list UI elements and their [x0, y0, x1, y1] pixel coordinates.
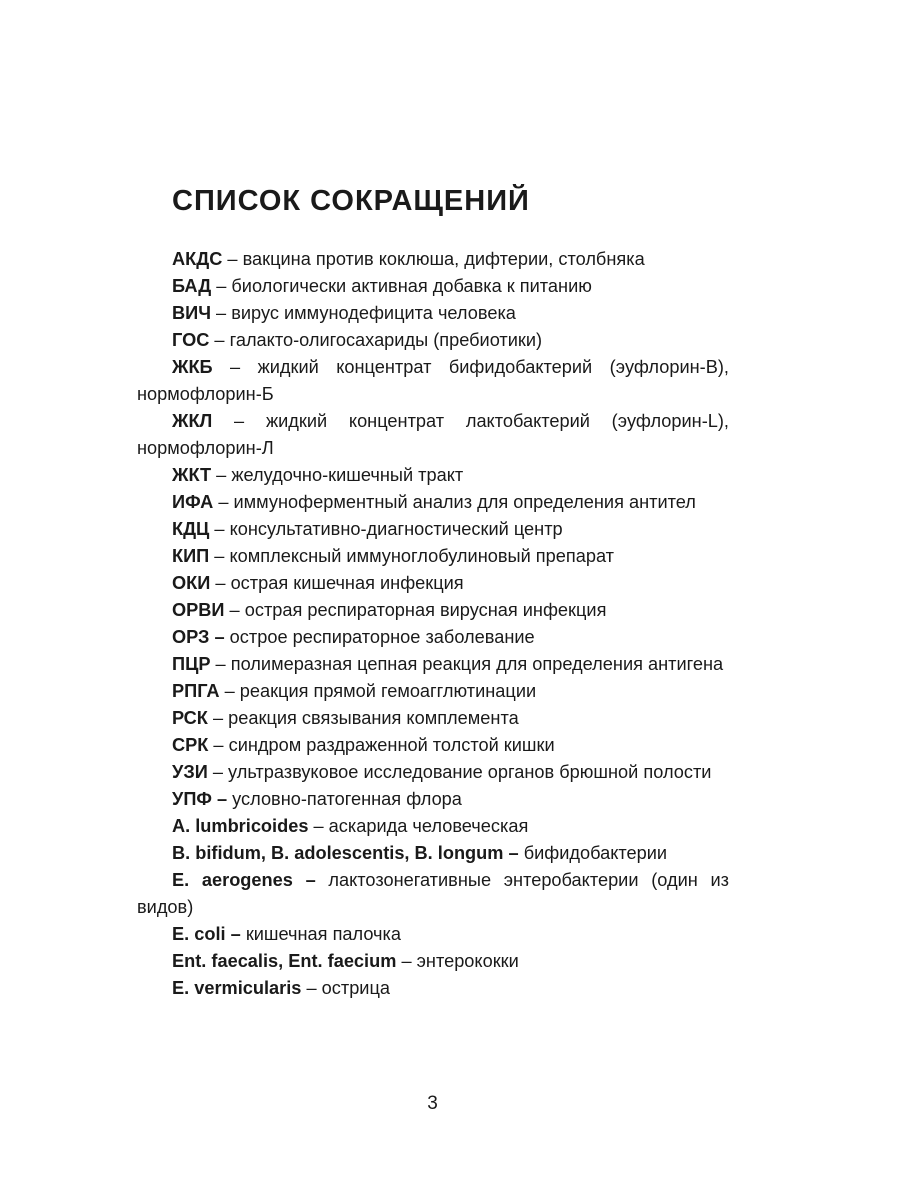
abbreviation-definition: аскарида человеческая — [328, 816, 529, 836]
abbreviation-term: КДЦ — [172, 519, 210, 539]
abbreviation-entry — [137, 408, 729, 462]
separator: – — [211, 465, 232, 485]
abbreviation-definition: желудочно-кишечный тракт — [231, 465, 464, 485]
separator: – — [209, 546, 230, 566]
abbreviation-term: ИФА — [172, 492, 214, 512]
page-number: 3 — [427, 1093, 438, 1114]
abbreviation-term: РСК — [172, 708, 208, 728]
abbreviation-term: ГОС — [172, 330, 210, 350]
abbreviation-entry — [137, 840, 729, 867]
abbreviation-entry — [137, 759, 729, 786]
separator: – — [224, 600, 245, 620]
abbreviation-entry — [137, 732, 729, 759]
separator: – — [210, 573, 231, 593]
separator: – — [211, 276, 232, 296]
abbreviation-definition: ультразвуковое исследование органов брюшной полости — [228, 762, 712, 782]
abbreviation-definition: полимеразная цепная реакция для определения антигена — [230, 654, 724, 674]
separator: – — [209, 330, 230, 350]
abbreviation-entry — [137, 273, 729, 300]
separator: – — [396, 951, 417, 971]
abbreviation-definition: синдром раздраженной толстой кишки — [228, 735, 555, 755]
abbreviation-entry — [137, 354, 729, 408]
abbreviation-entry — [137, 786, 729, 813]
separator: – — [308, 816, 329, 836]
abbreviation-term: ОКИ — [172, 573, 211, 593]
abbreviation-entry — [137, 597, 729, 624]
abbreviation-definition: вакцина против коклюша, дифтерии, столбняка — [242, 249, 645, 269]
abbreviation-entry — [137, 678, 729, 705]
separator: – — [207, 762, 229, 782]
abbreviation-entry — [137, 246, 729, 273]
abbreviation-term: ВИЧ — [172, 303, 211, 323]
abbreviation-term: РПГА — [172, 681, 220, 701]
abbreviation-entry — [137, 867, 729, 921]
abbreviation-term: АКДС — [172, 249, 223, 269]
abbreviation-term: КИП — [172, 546, 210, 566]
abbreviation-entry — [137, 975, 729, 1002]
abbreviation-term: B. bifidum, B. adolescentis, B. longum – — [172, 843, 519, 863]
separator: – — [301, 978, 322, 998]
abbreviation-term: E. vermicularis — [172, 978, 302, 998]
abbreviation-entry — [137, 570, 729, 597]
abbreviation-entry — [137, 516, 729, 543]
abbreviation-definition: острое респираторное заболевание — [229, 627, 535, 647]
abbreviation-definition: жидкий концентрат лактобактерий (эуфлорин-L), нормофлорин-Л — [137, 411, 729, 458]
abbreviation-definition: кишечная палочка — [245, 924, 402, 944]
abbreviation-entry — [137, 705, 729, 732]
abbreviation-entry — [137, 327, 729, 354]
separator: – — [210, 654, 231, 674]
abbreviation-entry — [137, 462, 729, 489]
abbreviation-definition: острица — [321, 978, 391, 998]
abbreviation-term: E. aerogenes – — [172, 870, 316, 890]
abbreviation-entry — [137, 300, 729, 327]
abbreviation-term: ЖКЛ — [172, 411, 213, 431]
abbreviation-term: ЖКТ — [172, 465, 212, 485]
abbreviation-term: СРК — [172, 735, 209, 755]
abbreviation-definition: вирус иммунодефицита человека — [231, 303, 516, 323]
abbreviation-definition: острая респираторная вирусная инфекция — [244, 600, 607, 620]
separator: – — [207, 708, 229, 728]
abbreviation-entry — [137, 813, 729, 840]
abbreviation-entry — [137, 948, 729, 975]
abbreviation-definition: консультативно-диагностический центр — [229, 519, 563, 539]
separator: – — [209, 519, 230, 539]
abbreviation-definition: галакто-олигосахариды (пребиотики) — [229, 330, 543, 350]
abbreviation-definition: иммуноферментный анализ для определения антител — [233, 492, 696, 512]
separator: – — [222, 249, 243, 269]
abbreviation-entry — [137, 624, 729, 651]
abbreviation-definition: жидкий концентрат бифидобактерий (эуфлорин-В), нормофлорин-Б — [137, 357, 729, 404]
abbreviation-term: E. coli – — [172, 924, 241, 944]
separator: – — [211, 303, 232, 323]
separator: – — [219, 681, 240, 701]
separator: – — [208, 735, 229, 755]
abbreviation-definition: бифидобактерии — [523, 843, 668, 863]
abbreviation-definition: лактозонегативные энтеробактерии (один из видов) — [137, 870, 729, 917]
abbreviation-definition: условно-патогенная флора — [232, 789, 462, 809]
abbreviation-term: Ent. faecalis, Ent. faecium — [172, 951, 397, 971]
abbreviation-term: A. lumbricoides — [172, 816, 309, 836]
abbreviation-term: УПФ – — [172, 789, 228, 809]
abbreviation-definition: энтерококки — [416, 951, 519, 971]
separator: – — [213, 492, 234, 512]
abbreviation-definition: комплексный иммуноглобулиновый препарат — [229, 546, 615, 566]
separator — [316, 870, 329, 890]
page-title: СПИСОК СОКРАЩЕНИЙ — [172, 185, 530, 217]
abbreviation-definition: биологически активная добавка к питанию — [231, 276, 592, 296]
abbreviation-entry — [137, 489, 729, 516]
abbreviation-term: ПЦР — [172, 654, 211, 674]
abbreviation-term: ОРВИ — [172, 600, 225, 620]
abbreviation-entry — [137, 921, 729, 948]
abbreviation-list — [137, 246, 729, 1002]
abbreviation-term: ОРЗ – — [172, 627, 225, 647]
abbreviation-term: ЖКБ — [172, 357, 213, 377]
abbreviation-term: УЗИ — [172, 762, 208, 782]
abbreviation-definition: реакция связывания комплемента — [228, 708, 519, 728]
abbreviation-term: БАД — [172, 276, 212, 296]
abbreviation-definition: реакция прямой гемоагглютинации — [239, 681, 537, 701]
abbreviation-definition: острая кишечная инфекция — [230, 573, 464, 593]
separator: – — [212, 357, 258, 377]
abbreviation-entry — [137, 651, 729, 678]
separator: – — [212, 411, 266, 431]
abbreviation-entry — [137, 543, 729, 570]
